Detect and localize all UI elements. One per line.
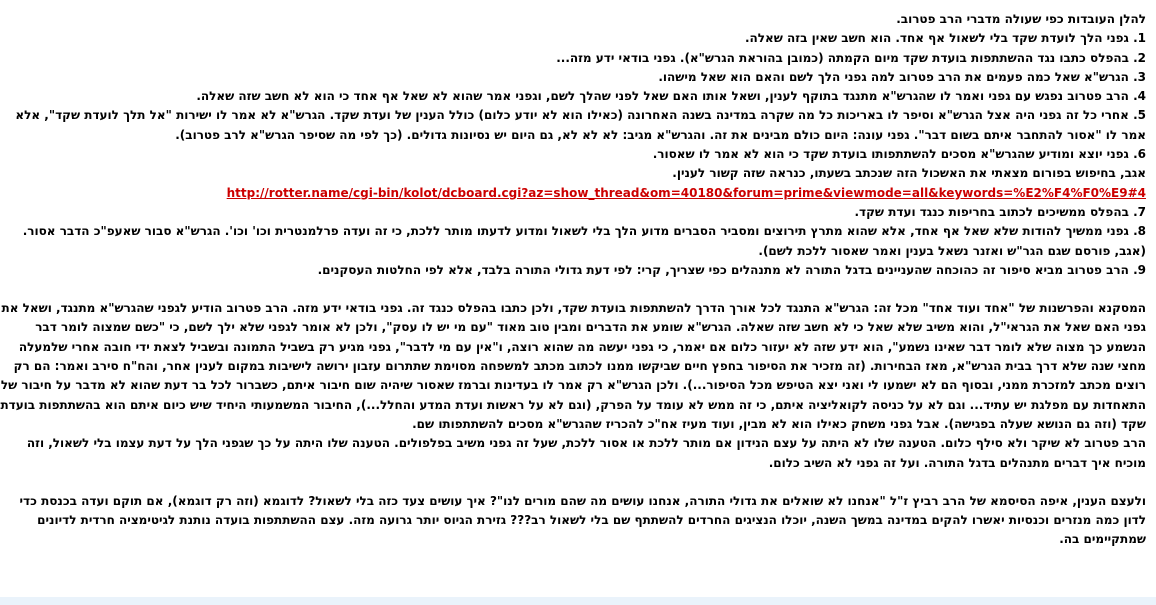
paragraph-spacer <box>0 280 1146 299</box>
post-intro: להלן העובדות כפי שעולה מדברי הרב פטרוב. <box>896 12 1146 26</box>
claim-paragraph: הרב פטרוב לא שיקר ולא סילף כלום. הטענה שלו לא היתה על עצם הנידון אם מותר ללכת או אסור ללכת, שעל זה גפני משיב בפלפולים. הטענה שלו היתה על כך שגפני הלך על דעת עצמו בלי לשאול, וזה מוכיח איך דברים מתנהלים בדגל התורה. ועל זה גפני לא השיב כלום. <box>26 436 1146 470</box>
forum-post-body <box>0 10 1146 550</box>
list-item-6: 6. גפני יוצא ומודיע שהגרש"א מסכים להשתתפותו בועדת שקד כי הוא לא אמר לו שאסור. <box>652 147 1146 162</box>
list-item-3: 3. הגרש"א שאל כמה פעמים את הרב פטרוב למה גפני הלך לשם והאם הוא שאל מישהו. <box>658 69 1146 84</box>
list-item-1: 1. גפני הלך לועדת שקד בלי לשאול אף אחד. הוא חשב שאין בזה שאלה. <box>744 31 1146 46</box>
thread-link[interactable]: http://rotter.name/cgi-bin/kolot/dcboard.cgi?az=show_thread&om=40180&forum=prime&viewmode=all&keywords=%E2%F4%F0%E9#4 <box>226 185 1146 200</box>
footer-bar <box>0 597 1156 605</box>
list-item-7: 7. בהפלס ממשיכים לכתוב בחריפות כנגד ועדת שקד. <box>854 204 1146 219</box>
closing-paragraph: ולעצם הענין, איפה הסיסמא של הרב רביץ ז"ל "אנחנו לא שואלים את גדולי התורה, אנחנו עושים מה שהם מורים לנו"? איך עושים צעד כזה בלי לשאול? לדוגמא (וזה רק דוגמא), אם תוקם ועדה בכנסת כדי לדון כמה מנזרים וכנסיות יאשרו להקים במדינה במשך השנה, יוכלו הנציגים החרדים להשתתף שם בלי לשאול רב??? גזירת הגיוס יותר גרועה מזה. עצם ההשתתפות בועדה נותנת לגיטימציה חרדית לדיונים שמתקיימים בה. <box>19 493 1146 547</box>
list-item-5: 5. אחרי כל זה גפני היה אצל הגרש"א וסיפר לו באריכות כל מה שקרה במדינה בשנה האחרונה (כאילו הוא לא יודע כלום) כולל הענין של ועדת שקד. הגרש"א לא אמר לו ישירות "אל תלך לועדת שקד", אלא אמר לו "אסור להתחבר איתם בשום דבר". גפני עונה: היום כולם מבינים את זה. והגרש"א מגיב: לא לא לא, גם היום יש נסיונות גדולים. (כך לפי מה שסיפר הגרש"א לרב פטרוב). <box>15 108 1146 142</box>
aside-note: אגב, בחיפוש בפורום מצאתי את האשכול הזה שנכתב בשעתו, כנראה שזה קשור לענין. <box>672 166 1146 181</box>
list-item-9: 9. הרב פטרוב מביא סיפור זה כהוכחה שהעניינים בדגל התורה לא מתנהלים כפי שצריך, קרי: לפי דעת גדולי התורה בלבד, אלא לפי החלטות העסקנים. <box>317 262 1146 277</box>
paragraph-spacer <box>0 473 1146 492</box>
list-item-2: 2. בהפלס כתבו נגד ההשתתפות בועדת שקד מיום הקמתה (כמובן בהוראת הגרש"א). גפני בודאי ידע מזה... <box>556 50 1146 65</box>
list-item-8: 8. גפני ממשיך להודות שלא שאל אף אחד, אלא שהוא מתרץ תירוצים ומסביר הסברים מדוע הלך בלי לשאול ומדוע לדעתו מותר ללכת, כי זה ועדה פרלמנטרית וכו' וכו'. הגרש"א סבור שאעפ"כ הדבר אסור. (אגב, פורסם שגם הגר"ש ואזנר נשאל בענין ואמר שאסור ללכת לשם). <box>22 224 1146 258</box>
list-item-4: 4. הרב פטרוב נפגש עם גפני ואמר לו שהגרש"א מתנגד בתוקף לענין, ושאל אותו האם שאל לפני שהלך לשם, וגפני אמר שהוא לא שאל אף אחד כי הוא לא חשב שזה שאלה. <box>196 89 1146 104</box>
conclusion-paragraph: המסקנא והפרשנות של "אחד ועוד אחד" מכל זה: הגרש"א התנגד לכל אורך הדרך להשתתפות בועדת שקד, ולכן כתבו בהפלס כנגד זה. גפני בודאי ידע מזה. הרב פטרוב הודיע לגפני שהגרש"א מתנגד, ושאל את גפני האם שאל את הגראי"ל, והוא משיב שלא שאל כי לא חשב שזה שאלה. הגרש"א שומע את הדברים ומבין טוב מאוד "עם מי יש לו עסק", ולכן לא אומר לגפני שלא ילך לשם, כי "כשם שמצוה לומר דבר הנשמע כך מצוה שלא לומר דבר שאינו נשמע", הוא ידע שזה לא יעזור כלום אם יאמר, כי גפני יעשה מה שהוא רוצה, ו"אין עם מי לדבר", גפני מגיע רק בשביל התמונה ובשביל לצאת ידי חובה אחרי שלמעלה מחצי שנה שלא דרך בבית הגרש"א, מאז הבחירות. (זה מזכיר את הסיפור בחפץ חיים שביקשו ממנו לכתוב מכתב למשפחה מסוימת שתתרום עזבון ירושה לישיבות במקום לענין אחר, והח"ח סירב ואמר: הם רק רוצים מכתב למזכרת ממני, ובסוף הם לא ישמעו לי ואני יצא הטיפש מכל הסיפור...). ולכן הגרש"א רק אמר לו בעדינות וברמז שאסור שיהיה שום חיבור איתם, כשברור לכל בר דעת שהוא לא מדבר על חיבור של התאחדות עם מפלגת יש עתיד... וגם לא על כניסה לקואליציה איתם, כי זה ממש לא עומד על הפרק, (וגם לא על ראשות ועדת המדע והחלל...), החיבור המשמעותי היחיד שיש כיום איתם הוא בהשתתפות בועדת שקד (וזה גם הנושא שעלה בפגישה). אבל גפני משחק כאילו הוא לא מבין, ועוד מעיז אח"כ להכריז שהגרש"א מסכים להשתתפותו שם. <box>0 301 1146 431</box>
